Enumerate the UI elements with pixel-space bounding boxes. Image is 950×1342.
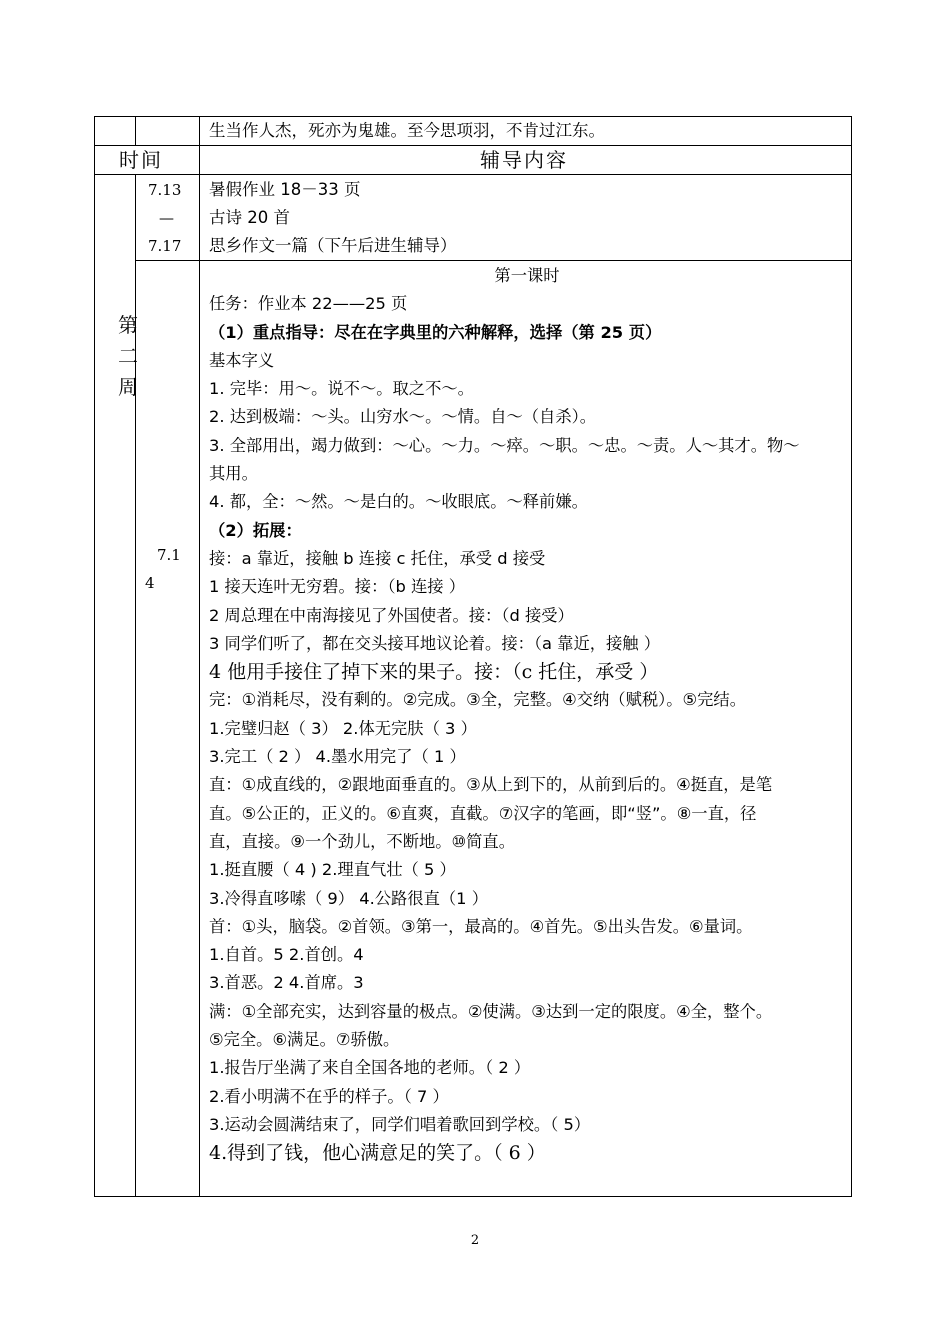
content-line: 3. 全部用出，竭力做到：～心。～力。～瘁。～职。～忠。～责。人～其才。物～ bbox=[209, 435, 800, 455]
content-line: 3 同学们听了，都在交头接耳地议论着。接：（a 靠近，接触 ） bbox=[209, 633, 661, 653]
content-line: ⑤完全。⑥满足。⑦骄傲。 bbox=[209, 1030, 400, 1050]
header-time: 时间 bbox=[119, 148, 163, 172]
week-label-char-1: 第 bbox=[118, 313, 138, 337]
lesson-task: 任务：作业本 22——25 页 bbox=[209, 294, 408, 314]
week-label-char-3: 周 bbox=[118, 375, 138, 399]
first-block-date-dash: — bbox=[159, 209, 174, 227]
content-line: 接：a 靠近，接触 b 连接 c 托住，承受 d 接受 bbox=[209, 548, 546, 568]
column-divider-1-top bbox=[135, 116, 136, 145]
content-line: 完：①消耗尽，没有剩的。②完成。③全，完整。④交纳（赋税）。⑤完结。 bbox=[209, 690, 746, 710]
content-line: 满：①全部充实，达到容量的极点。②使满。③达到一定的限度。④全，整个。 bbox=[209, 1001, 773, 1021]
header-bottom-border bbox=[94, 174, 852, 175]
content-line: 1.挺直腰（ 4 ) 2.理直气壮（ 5 ） bbox=[209, 860, 456, 880]
content-line: 4 他用手接住了掉下来的果子。接：（c 托住，承受 ） bbox=[209, 661, 659, 684]
table-border-left bbox=[94, 116, 95, 1197]
week-label-char-2: 二 bbox=[118, 344, 138, 368]
content-line: 首：①头，脑袋。②首领。③第一，最高的。④首先。⑤出头告发。⑥量词。 bbox=[209, 916, 753, 936]
poem-continuation-line: 生当作人杰，死亦为鬼雄。至今思项羽，不肯过江东。 bbox=[209, 121, 605, 140]
first-block-line-1: 暑假作业 18－33 页 bbox=[209, 180, 361, 199]
content-line: 3.首恶。2 4.首席。3 bbox=[209, 973, 364, 993]
second-block-date-line-2: 4 bbox=[145, 574, 155, 592]
content-line: 2.看小明满不在乎的样子。（ 7 ） bbox=[209, 1086, 449, 1106]
page-number: 2 bbox=[470, 1233, 480, 1248]
first-block-line-3: 思乡作文一篇（下午后进生辅导） bbox=[209, 236, 457, 255]
content-line: 基本字义 bbox=[209, 350, 275, 370]
section-heading-2: （2）拓展： bbox=[209, 520, 302, 540]
column-divider-2 bbox=[199, 116, 200, 1197]
content-line: 3.运动会圆满结束了，同学们唱着歌回到学校。（ 5） bbox=[209, 1114, 591, 1134]
first-block-line-2: 古诗 20 首 bbox=[209, 208, 290, 227]
first-block-date-end: 7.17 bbox=[148, 237, 182, 255]
content-line: 其用。 bbox=[209, 464, 258, 484]
second-block-date-line-1: 7.1 bbox=[157, 546, 181, 564]
first-block-date-start: 7.13 bbox=[148, 181, 182, 199]
content-line: 4.得到了钱，他心满意足的笑了。（ 6 ） bbox=[209, 1142, 546, 1165]
content-line: 4. 都，全：～然。～是白的。～收眼底。～释前嫌。 bbox=[209, 492, 588, 512]
block-divider bbox=[135, 260, 852, 261]
content-line: 1.自首。5 2.首创。4 bbox=[209, 945, 364, 965]
lesson-title: 第一课时 bbox=[494, 266, 560, 285]
content-line: 直，直接。⑨一个劲儿，不断地。⑩简直。 bbox=[209, 831, 515, 851]
table-border-right bbox=[851, 116, 852, 1197]
content-line: 直。⑤公正的，正义的。⑥直爽，直截。⑦汉字的笔画，即“竖”。⑧一直，径 bbox=[209, 803, 757, 823]
content-line: 1.报告厅坐满了来自全国各地的老师。（ 2 ） bbox=[209, 1058, 531, 1078]
content-line: 1. 完毕：用～。说不～。取之不～。 bbox=[209, 379, 474, 399]
header-content: 辅导内容 bbox=[480, 148, 568, 172]
content-line: 3.完工（ 2 ） 4.墨水用完了（ 1 ） bbox=[209, 747, 466, 767]
table-border-bottom bbox=[94, 1196, 852, 1197]
content-line: 1 接天连叶无穷碧。接：（b 连接 ） bbox=[209, 577, 466, 597]
content-line: 2 周总理在中南海接见了外国使者。接：（d 接受） bbox=[209, 605, 574, 625]
lesson-content bbox=[209, 262, 845, 1168]
header-top-border bbox=[94, 145, 852, 146]
content-line: 1.完璧归赵（ 3） 2.体无完肤（ 3 ） bbox=[209, 718, 477, 738]
section-heading-1: （1）重点指导：尽在在字典里的六种解释，选择（第 25 页） bbox=[209, 322, 662, 342]
content-line: 3.冷得直哆嗦（ 9） 4.公路很直（1 ） bbox=[209, 888, 488, 908]
content-line: 直：①成直线的，②跟地面垂直的。③从上到下的，从前到后的。④挺直，是笔 bbox=[209, 775, 773, 795]
content-line: 2. 达到极端：～头。山穷水～。～情。自～（自杀）。 bbox=[209, 407, 597, 427]
